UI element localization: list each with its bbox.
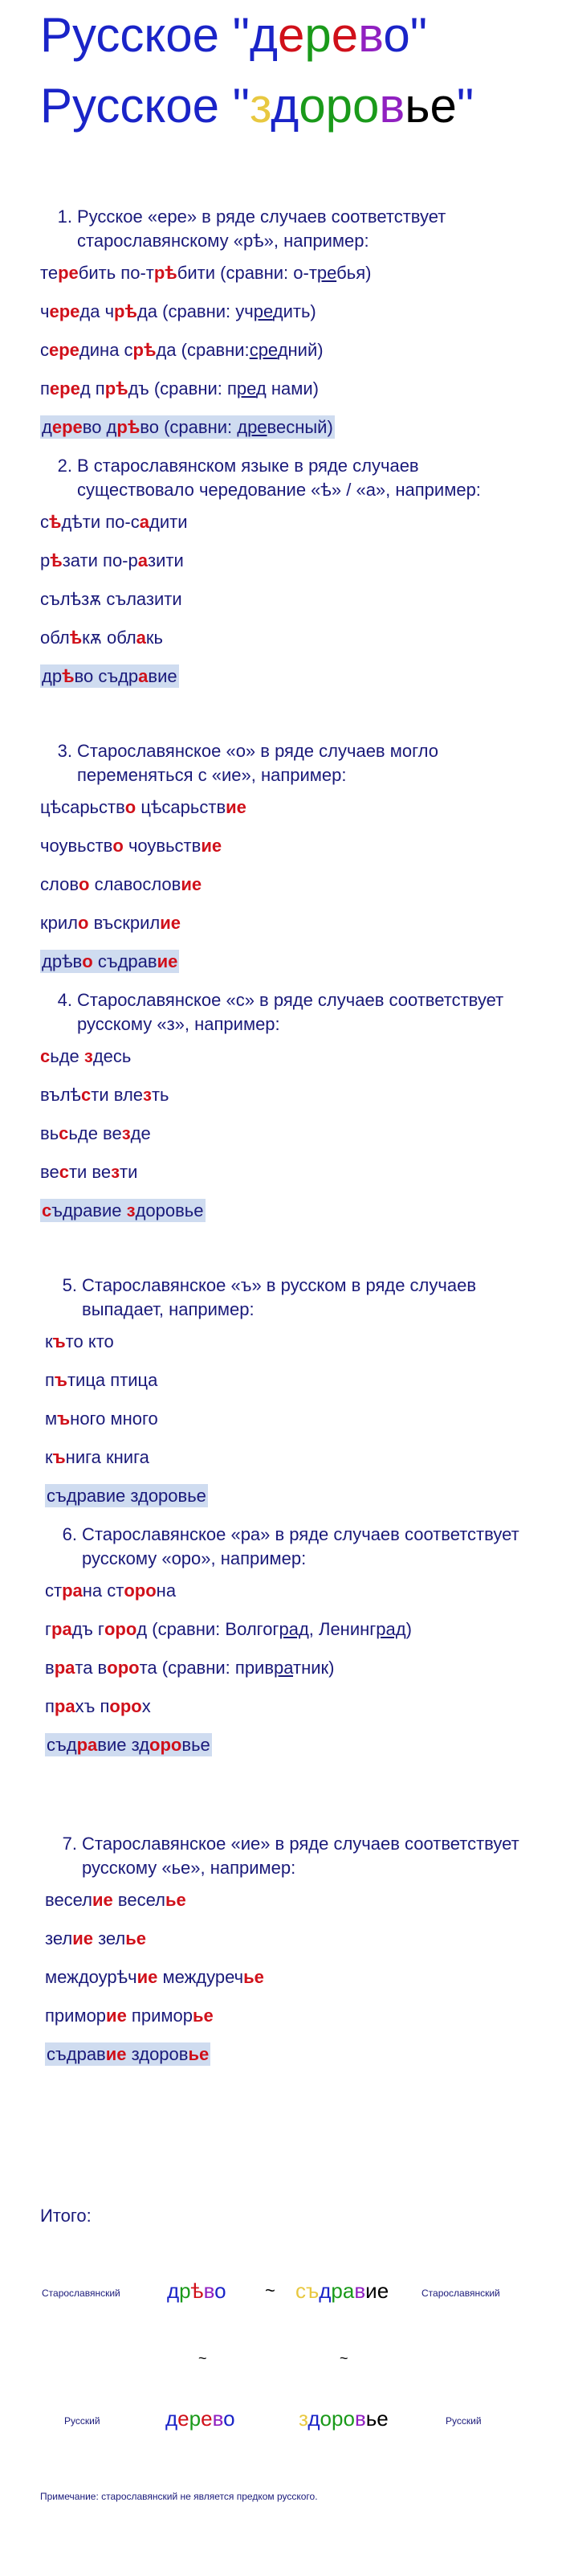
example-segment: дить) (272, 301, 316, 321)
example-segment: ч (40, 301, 50, 321)
example-segment: ре (58, 263, 79, 283)
example-segment: дъ (сравни: п (128, 378, 237, 399)
example-row (40, 338, 538, 362)
example-segment: тник) (293, 1658, 335, 1678)
example-row (40, 1160, 538, 1184)
example-segment: д п (79, 378, 105, 399)
oldslav-word-sdravie (295, 2279, 389, 2304)
example-segment: де (130, 1123, 151, 1143)
word-glyph: в (212, 2406, 224, 2431)
example-segment: кѫ обл (82, 628, 136, 648)
word-glyph: д (307, 2406, 320, 2431)
word-glyph: д (167, 2279, 180, 2303)
example-segment: п (45, 1370, 55, 1390)
example-segment: ере (51, 417, 83, 437)
example-segment: во съдр (74, 666, 139, 686)
example-segment: п (45, 1696, 55, 1716)
example-row (40, 587, 538, 611)
page-title-line-1 (40, 6, 427, 64)
example-segment: те (40, 263, 59, 283)
word-glyph: з (299, 2406, 308, 2431)
title-glyph: Русское " (40, 8, 250, 62)
example-segment: ѣ (49, 512, 62, 532)
example-segment: здоров (126, 2044, 189, 2064)
example-row (40, 626, 538, 650)
example-segment: г (45, 1619, 52, 1639)
example-segment: цѣсарьств (40, 797, 125, 817)
example-segment: ъ (52, 1331, 66, 1351)
example-segment: зел (92, 1928, 126, 1948)
title-glyph: з (249, 79, 271, 133)
example-segment: ие (226, 797, 246, 817)
example-segment: примор (45, 2006, 107, 2026)
example-segment: обл (40, 628, 70, 648)
example-segment: оро (124, 1580, 157, 1601)
example-segment: да (сравни: уч (136, 301, 254, 321)
example-segment: весел (45, 1890, 93, 1910)
example-row (40, 1122, 538, 1146)
example-segment: ие (201, 836, 222, 856)
section-block (40, 205, 538, 703)
example-row (40, 1083, 538, 1107)
example-segment: а (138, 666, 149, 686)
example-segment: съдравие здоровье (47, 1486, 206, 1506)
example-row (40, 911, 538, 935)
example-segment: з (111, 1162, 120, 1182)
example-row (40, 261, 538, 285)
example-segment: о (112, 836, 124, 856)
list-number: 6. (62, 1524, 77, 1544)
word-glyph: о (320, 2406, 332, 2431)
example-segment: десь (92, 1046, 132, 1066)
example-row (40, 377, 538, 401)
oldslav-word-drevo (167, 2279, 226, 2304)
example-segment: с (40, 1046, 51, 1066)
list-text: Старославянское «ъ» в русском в ряде случаев выпадает, например: (82, 1275, 477, 1319)
example-segment: ного много (70, 1409, 158, 1429)
example-row-highlighted (40, 415, 538, 440)
example-segment: бья) (336, 263, 372, 283)
example-segment: з (126, 1200, 136, 1221)
example-segment: з (143, 1085, 152, 1105)
example-row (45, 1617, 543, 1642)
example-segment: с (59, 1123, 69, 1143)
example-segment: вълѣ (40, 1085, 82, 1105)
example-segment: рѣ (153, 263, 177, 283)
example-segment: во д (82, 417, 117, 437)
list-number: 4. (57, 990, 72, 1010)
example-segment: ие (181, 874, 202, 894)
example-segment: сълѣзѫ сълазити (40, 589, 182, 609)
example-segment: ре (236, 378, 256, 399)
example-segment: р (40, 550, 51, 570)
page-title-line-2 (40, 77, 474, 135)
list-text: Старославянское «ие» в ряде случаев соответствует русскому «ье», например: (82, 1834, 519, 1878)
example-row (45, 1695, 543, 1719)
example-row (40, 1045, 538, 1069)
example-segment: дѣти по-с (61, 512, 140, 532)
title-glyph: Русское " (40, 79, 250, 133)
example-segment: ра (62, 1580, 83, 1601)
example-segment: междоурѣч (45, 1967, 137, 1987)
example-segment: ъ (57, 1409, 71, 1429)
example-row (45, 1965, 543, 1989)
example-segment: междуреч (157, 1967, 244, 1987)
example-segment: д (сравни: Волгог (136, 1619, 279, 1639)
example-segment: съд (47, 1735, 77, 1755)
example-row (45, 2004, 543, 2028)
example-segment: рѣ (114, 301, 137, 321)
example-segment: рѣ (132, 340, 157, 360)
example-segment: то кто (65, 1331, 114, 1351)
tilde-icon-right: ~ (340, 2350, 348, 2366)
list-text: Старославянское «о» в ряде случаев могло переменяться с «ие», например: (77, 741, 438, 785)
example-segment: ье (125, 1928, 147, 1948)
example-segment: ие (136, 1967, 158, 1987)
example-segment: з (83, 1046, 93, 1066)
example-segment: славослов (89, 874, 181, 894)
example-segment: к (45, 1331, 53, 1351)
example-segment: а (139, 512, 149, 532)
example-segment: о (78, 913, 89, 933)
example-segment: др (42, 666, 63, 686)
title-glyph: д (249, 8, 278, 62)
example-segment: ие (92, 1890, 113, 1910)
example-segment: х (141, 1696, 151, 1716)
example-row-highlighted (40, 950, 538, 974)
example-row (40, 795, 538, 820)
example-segment: во (сравни: (140, 417, 238, 437)
example-segment: рад (279, 1619, 309, 1639)
example-segment: дина с (79, 340, 133, 360)
example-row (45, 1579, 543, 1603)
example-segment: ти (120, 1162, 138, 1182)
example-row (40, 873, 538, 897)
word-glyph: е (201, 2406, 213, 2431)
example-segment: ти вле (91, 1085, 144, 1105)
list-number: 1. (57, 206, 72, 227)
example-row (40, 300, 538, 324)
title-glyph: е (278, 8, 305, 62)
word-glyph: ье (365, 2406, 389, 2431)
example-segment: ьде ве (68, 1123, 122, 1143)
example-segment: тица птица (67, 1370, 158, 1390)
list-item-heading (45, 1832, 543, 1880)
example-segment: ра (76, 1735, 98, 1755)
list-number: 2. (57, 456, 72, 476)
example-segment: ти ве (68, 1162, 112, 1182)
example-segment: а (137, 550, 148, 570)
word-glyph: р (189, 2406, 202, 2431)
example-segment: вь (40, 1123, 59, 1143)
example-row-highlighted (40, 1199, 538, 1223)
list-text: Старославянское «ра» в ряде случаев соответствует русскому «оро», например: (82, 1524, 519, 1568)
section-block (45, 1832, 543, 2081)
example-segment: о (124, 797, 136, 817)
russian-word-derevo (165, 2406, 235, 2431)
example-segment: ре (316, 263, 337, 283)
example-segment: да ч (79, 301, 115, 321)
example-segment: цѣсарьств (136, 797, 226, 817)
example-row (45, 1407, 543, 1431)
example-segment: с (40, 512, 49, 532)
example-row (45, 1368, 543, 1392)
example-segment: зити (148, 550, 184, 570)
example-segment: хъ п (75, 1696, 110, 1716)
example-segment: о (79, 874, 90, 894)
title-glyph: " (456, 79, 474, 133)
word-glyph: о (223, 2406, 235, 2431)
list-text: Старославянское «с» в ряде случаев соответствует русскому «з», например: (77, 990, 504, 1034)
russian-label-left: Русский (64, 2415, 100, 2427)
section-block (45, 1274, 543, 1772)
list-text: Русское «ере» в ряде случаев соответствует старославянскому «рѣ», например: (77, 206, 446, 251)
word-glyph: в (354, 2406, 366, 2431)
example-segment: ере (49, 301, 80, 321)
example-segment: вие (148, 666, 177, 686)
example-segment: слов (40, 874, 79, 894)
example-segment: ть (151, 1085, 169, 1105)
example-segment: ъ (52, 1447, 66, 1467)
title-glyph: р (325, 79, 352, 133)
example-segment: рад (376, 1619, 406, 1639)
list-item-heading (45, 1523, 543, 1571)
example-segment: оро (149, 1735, 182, 1755)
example-segment: з (121, 1123, 131, 1143)
example-segment: ие (106, 2006, 127, 2026)
example-segment: с (59, 1162, 69, 1182)
russian-label-right: Русский (446, 2415, 482, 2427)
title-glyph: р (304, 8, 332, 62)
example-segment: ъ (54, 1370, 67, 1390)
example-segment: на (156, 1580, 177, 1601)
example-segment: съдрав (92, 951, 157, 971)
example-row (45, 1888, 543, 1912)
word-glyph: е (177, 2406, 189, 2431)
example-segment: ере (49, 378, 80, 399)
word-glyph: р (179, 2279, 191, 2303)
example-segment: с (40, 340, 49, 360)
russian-word-zdorovie (299, 2406, 389, 2431)
example-segment: бити (сравни: о-т (177, 263, 317, 283)
example-segment: ве (40, 1162, 59, 1182)
example-segment: о (82, 951, 93, 971)
tilde-icon: ~ (265, 2280, 275, 2300)
list-text: В старославянском языке в ряде случаев существовало чередование «ѣ» / «а», например: (77, 456, 481, 500)
example-segment: ъдравие (51, 1200, 127, 1221)
example-segment: ье (243, 1967, 264, 1987)
word-glyph: р (332, 2406, 344, 2431)
example-segment: кь (145, 628, 163, 648)
summary-label: Итого: (40, 2206, 92, 2226)
example-segment: въскрил (88, 913, 161, 933)
example-row (45, 1445, 543, 1470)
word-glyph: д (319, 2279, 332, 2303)
example-segment: ѣ (62, 666, 75, 686)
list-number: 7. (62, 1834, 77, 1854)
example-segment: рѣ (104, 378, 128, 399)
title-glyph: о (383, 8, 410, 62)
example-row-highlighted (40, 664, 538, 689)
list-item-heading (45, 1274, 543, 1322)
word-glyph: о (214, 2279, 226, 2303)
example-segment: ра (51, 1619, 72, 1639)
example-segment: ра (54, 1658, 75, 1678)
example-segment: а (136, 628, 146, 648)
example-segment: ) (405, 1619, 412, 1639)
example-segment: рѣ (116, 417, 140, 437)
example-row (45, 1656, 543, 1680)
example-segment: ие (157, 951, 178, 971)
example-segment: весел (112, 1890, 165, 1910)
example-segment: ие (105, 2044, 127, 2064)
word-glyph: д (165, 2406, 178, 2431)
example-segment: зати по-р (62, 550, 138, 570)
example-row-highlighted (45, 1733, 543, 1757)
example-segment: ье (165, 1890, 186, 1910)
title-glyph: о (299, 79, 326, 133)
example-row (40, 549, 538, 573)
word-glyph: а (342, 2279, 355, 2303)
example-segment: ье (192, 2006, 214, 2026)
footnote: Примечание: старославянский не является предком русского. (40, 2491, 318, 2502)
word-glyph: в (354, 2279, 366, 2303)
example-segment: на ст (82, 1580, 124, 1601)
example-row (40, 510, 538, 534)
example-segment: д (42, 417, 52, 437)
example-segment: да (сравни: (156, 340, 250, 360)
example-segment: та в (75, 1658, 108, 1678)
example-segment: ст (45, 1580, 63, 1601)
example-segment: весный) (267, 417, 333, 437)
example-segment: оро (104, 1619, 137, 1639)
list-number: 3. (57, 741, 72, 761)
example-segment: ие (160, 913, 181, 933)
example-segment: крил (40, 913, 78, 933)
example-row (45, 1330, 543, 1354)
example-segment: доровье (135, 1200, 204, 1221)
list-item-heading (40, 739, 538, 787)
example-row-highlighted (45, 2042, 543, 2067)
example-segment: с (42, 1200, 52, 1221)
example-segment: ие (72, 1928, 93, 1948)
title-glyph: е (331, 8, 359, 62)
tilde-icon-left: ~ (198, 2350, 207, 2366)
example-row (40, 834, 538, 858)
example-segment: бить по-т (78, 263, 154, 283)
title-glyph: в (358, 8, 384, 62)
title-glyph: " (409, 8, 428, 62)
list-number: 5. (62, 1275, 77, 1295)
word-glyph: ие (365, 2279, 389, 2303)
example-segment: к (45, 1447, 53, 1467)
example-segment: д нами) (255, 378, 319, 399)
example-segment: дити (149, 512, 188, 532)
example-segment: в (45, 1658, 55, 1678)
title-glyph: о (352, 79, 380, 133)
example-segment: дре (237, 417, 267, 437)
example-row-highlighted (45, 1484, 543, 1508)
example-segment: дрѣв (42, 951, 83, 971)
oldslav-label-left: Старославянский (42, 2288, 120, 2299)
list-item-heading (40, 988, 538, 1037)
example-segment: ра (54, 1696, 75, 1716)
section-block (40, 739, 538, 1237)
example-segment: нига книга (65, 1447, 149, 1467)
oldslav-label-right: Старославянский (422, 2288, 500, 2299)
example-segment: ра (274, 1658, 294, 1678)
example-segment: вье (181, 1735, 210, 1755)
example-segment: ьде (50, 1046, 84, 1066)
list-item-heading (40, 205, 538, 253)
word-glyph: о (343, 2406, 355, 2431)
list-item-heading (40, 454, 538, 502)
example-segment: ье (188, 2044, 210, 2064)
example-segment: ре (253, 301, 273, 321)
example-segment: с (81, 1085, 92, 1105)
title-glyph: ье (405, 79, 457, 133)
word-glyph: ѣ (190, 2279, 204, 2303)
example-segment: оро (107, 1658, 140, 1678)
example-segment: ере (49, 340, 79, 360)
example-segment: дний) (277, 340, 324, 360)
example-segment: зел (45, 1928, 73, 1948)
example-segment: сре (249, 340, 278, 360)
example-segment: примор (126, 2006, 193, 2026)
word-glyph: с (295, 2279, 306, 2303)
example-row (45, 1927, 543, 1951)
example-segment: ѣ (50, 550, 63, 570)
title-glyph: д (271, 79, 299, 133)
example-segment: дъ г (71, 1619, 104, 1639)
example-segment: вие зд (97, 1735, 150, 1755)
example-segment: оро (109, 1696, 142, 1716)
word-glyph: р (331, 2279, 343, 2303)
example-segment: , Ленинг (308, 1619, 377, 1639)
example-segment: п (40, 378, 50, 399)
example-segment: чоувьств (40, 836, 113, 856)
example-segment: чоувьств (123, 836, 202, 856)
word-glyph: ъ (306, 2279, 320, 2303)
title-glyph: в (379, 79, 405, 133)
example-segment: съдрав (47, 2044, 106, 2064)
example-segment: ѣ (69, 628, 83, 648)
example-segment: та (сравни: прив (139, 1658, 275, 1678)
example-segment: м (45, 1409, 58, 1429)
word-glyph: в (203, 2279, 215, 2303)
